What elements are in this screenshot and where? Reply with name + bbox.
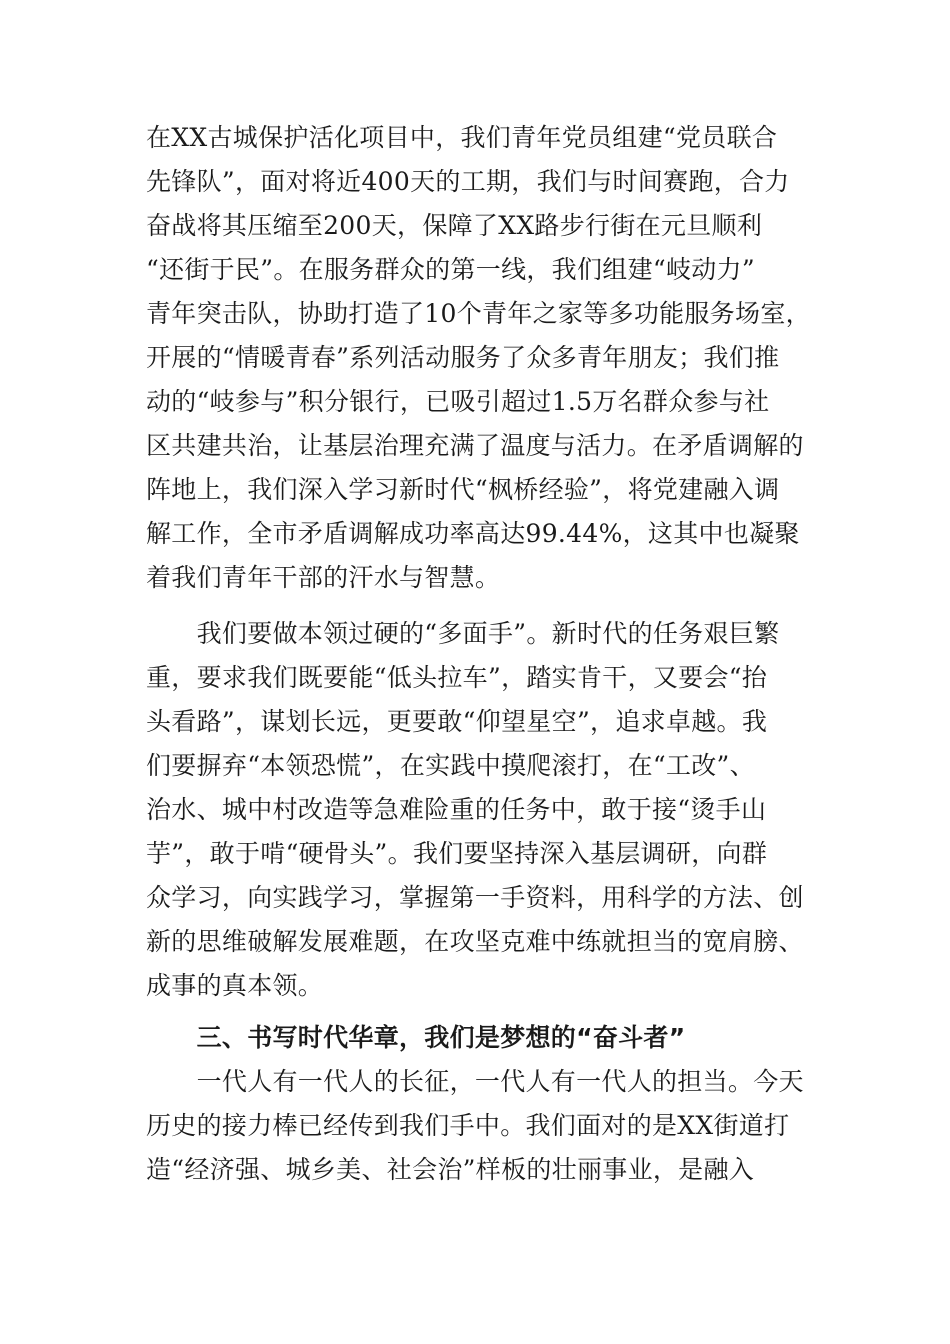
section-heading: 三、书写时代华章，我们是梦想的“奋斗者” [146, 1023, 686, 1052]
text-line: 们要摒弃“本领恐慌”，在实践中摸爬滚打，在“工改”、 [146, 751, 755, 780]
text-line: 在XX古城保护活化项目中，我们青年党员组建“党员联合 [146, 123, 778, 152]
text-line: 历史的接力棒已经传到我们手中。我们面对的是XX街道打 [146, 1111, 790, 1140]
text-line: 造“经济强、城乡美、社会治”样板的壮丽事业，是融入 [146, 1155, 755, 1184]
text-line: 解工作，全市矛盾调解成功率高达99.44%，这其中也凝聚 [146, 519, 800, 548]
text-line: 治水、城中村改造等急难险重的任务中，敢于接“烫手山 [146, 795, 767, 824]
paragraph-1 [146, 116, 816, 600]
text-line: 芋”，敢于啃“硬骨头”。我们要坚持深入基层调研，向群 [146, 839, 768, 868]
text-line: “还街于民”。在服务群众的第一线，我们组建“岐动力” [146, 255, 755, 284]
text-line: 开展的“情暖青春”系列活动服务了众多青年朋友；我们推 [146, 343, 780, 372]
text-line: 区共建共治，让基层治理充满了温度与活力。在矛盾调解的 [146, 431, 804, 460]
text-line: 我们要做本领过硬的“多面手”。新时代的任务艰巨繁 [146, 619, 780, 648]
text-line: 动的“岐参与”积分银行，已吸引超过1.5万名群众参与社 [146, 387, 770, 416]
text-line: 着我们青年干部的汗水与智慧。 [146, 563, 501, 592]
text-line: 头看路”，谋划长远，更要敢“仰望星空”，追求卓越。我 [146, 707, 768, 736]
text-line: 奋战将其压缩至200天，保障了XX路步行街在元旦顺利 [146, 211, 763, 240]
section-heading-block [146, 1016, 816, 1060]
paragraph-3 [146, 1060, 816, 1192]
text-line: 新的思维破解发展难题，在攻坚克难中练就担当的宽肩膀、 [146, 927, 804, 956]
text-line: 重，要求我们既要能“低头拉车”，踏实肯干，又要会“抬 [146, 663, 768, 692]
paragraph-2 [146, 612, 816, 1008]
text-line: 阵地上，我们深入学习新时代“枫桥经验”，将党建融入调 [146, 475, 780, 504]
text-line: 先锋队”，面对将近400天的工期，我们与时间赛跑，合力 [146, 167, 790, 196]
text-line: 众学习，向实践学习，掌握第一手资料，用科学的方法、创 [146, 883, 804, 912]
text-line: 青年突击队，协助打造了10个青年之家等多功能服务场室， [146, 299, 811, 328]
text-line: 成事的真本领。 [146, 971, 324, 1000]
text-line: 一代人有一代人的长征，一代人有一代人的担当。今天 [146, 1067, 804, 1096]
